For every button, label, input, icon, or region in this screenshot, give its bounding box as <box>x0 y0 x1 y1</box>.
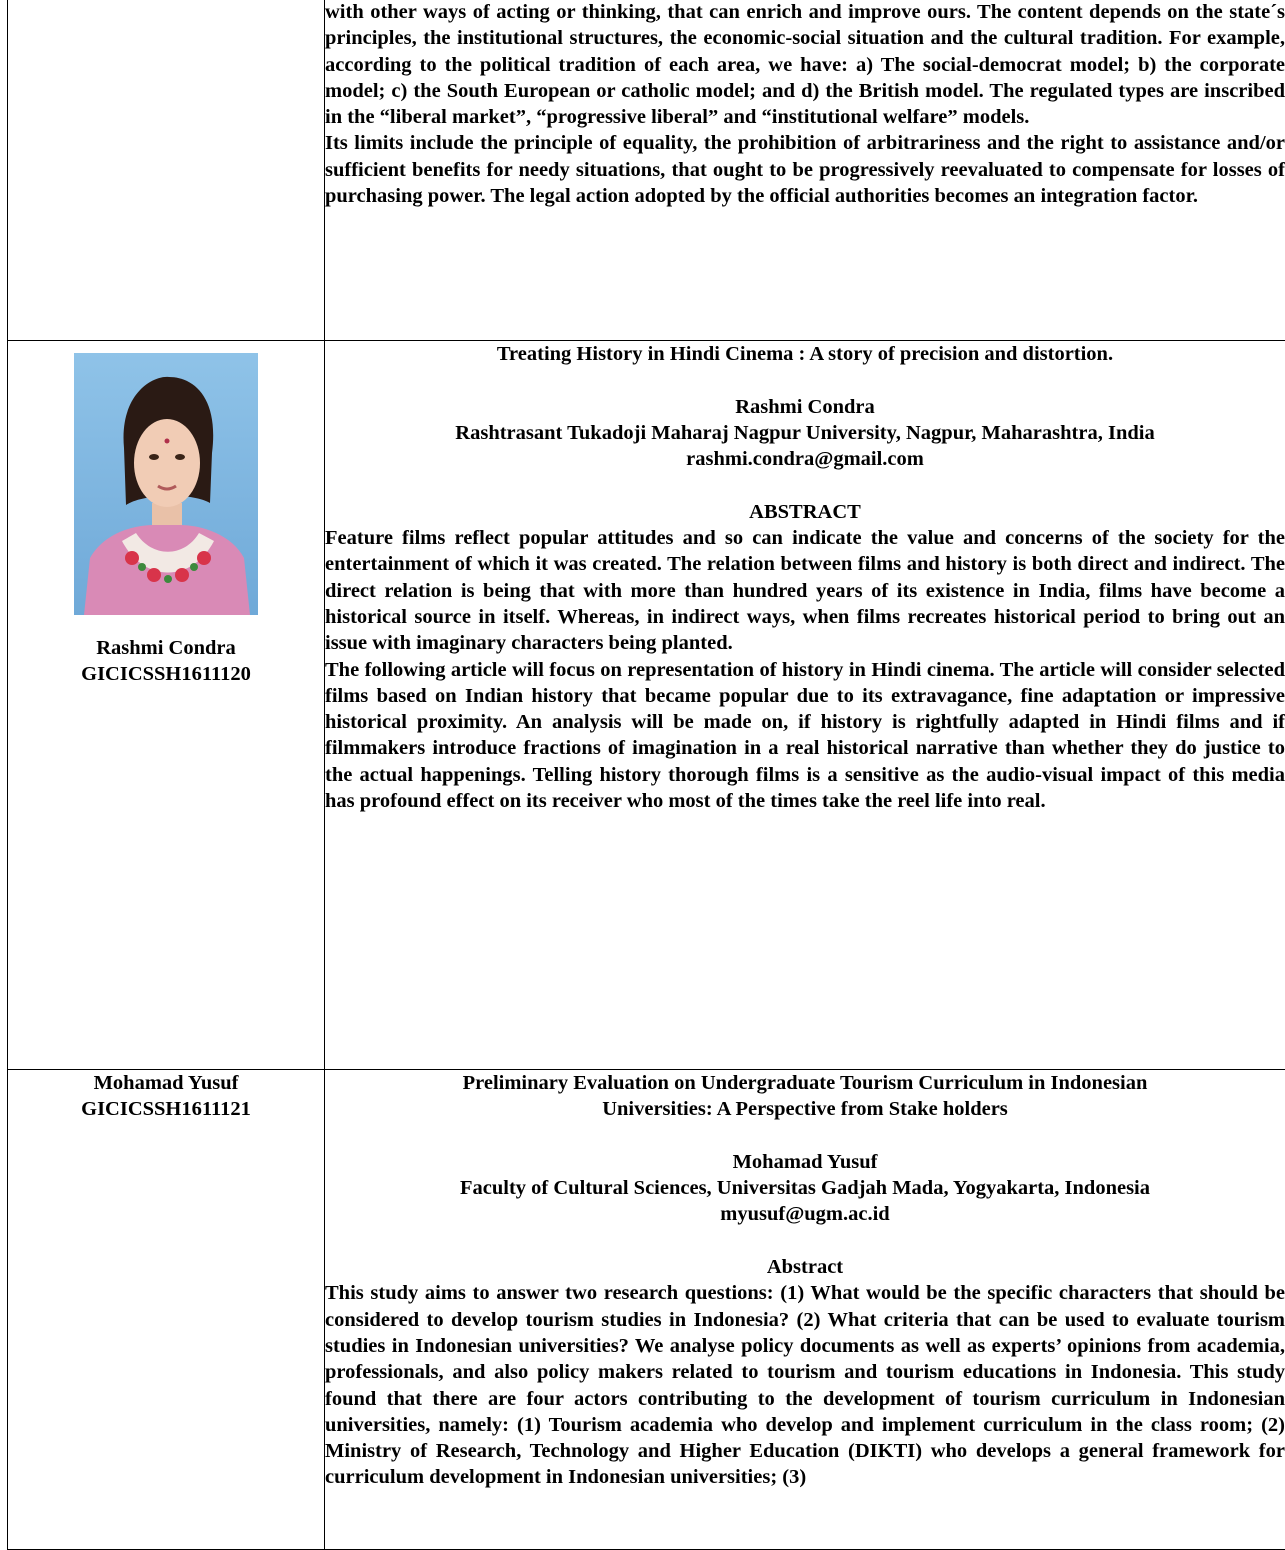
author-cell <box>8 1070 325 1550</box>
paper-email: rashmi.condra@gmail.com <box>325 446 1285 472</box>
abstracts-table <box>7 0 1285 1550</box>
paper-affiliation: Faculty of Cultural Sciences, Universitas Gadjah Mada, Yogyakarta, Indonesia <box>325 1175 1285 1201</box>
paper-title: Universities: A Perspective from Stake holders <box>325 1096 1285 1122</box>
author-name: Rashmi Condra <box>8 635 324 661</box>
abstract-paragraph: Feature films reflect popular attitudes and so can indicate the value and concerns of the society for the entertainment of which it was created. The relation between films and history is both direct and indirect. The direct relation is being that with more than hundred years of its existence in India, films have become a historical source in itself. Whereas, in indirect ways, when films recreates historical period to bring out an issue with imaginary characters being planted. <box>325 525 1285 656</box>
author-name: Mohamad Yusuf <box>8 1070 324 1096</box>
paper-email: myusuf@ugm.ac.id <box>325 1201 1285 1227</box>
abstract-paragraph: Its limits include the principle of equality, the prohibition of arbitrariness and the right to assistance and/or sufficient benefits for needy situations, that ought to be progressively reevaluated to compensate for losses of purchasing power. The legal action adopted by the official authorities becomes an integration factor. <box>325 130 1285 209</box>
abstract-cell <box>325 341 1285 1070</box>
abstract-heading: Abstract <box>325 1254 1285 1280</box>
abstract-paragraph: with other ways of acting or thinking, that can enrich and improve ours. The content depends on the state´s principles, the institutional structures, the economic-social situation and the cultural tradition. For example, according to the political tradition of each area, we have: a) The social-democrat model; b) the corporate model; c) the South European or catholic model; and d) the British model. The regulated types are inscribed in the “liberal market”, “progressive liberal” and “institutional welfare” models. <box>325 0 1285 130</box>
paper-title: Treating History in Hindi Cinema : A story of precision and distortion. <box>325 341 1285 367</box>
paper-title: Preliminary Evaluation on Undergraduate Tourism Curriculum in Indonesian <box>325 1070 1285 1096</box>
abstract-paragraph: The following article will focus on representation of history in Hindi cinema. The article will consider selected films based on Indian history that became popular due to its extravagance, fine adaptation or impressive historical proximity. An analysis will be made on, if history is rightfully adapted in Hindi films and if filmmakers introduce fractions of imagination in a real historical narrative than whether they do justice to the actual happenings. Telling history thorough films is a sensitive as the audio-visual impact of this media has profound effect on its receiver who most of the times take the reel life into real. <box>325 657 1285 815</box>
author-id: GICICSSH1611120 <box>8 661 324 687</box>
author-photo <box>74 353 258 615</box>
author-id: GICICSSH1611121 <box>8 1096 324 1122</box>
table-row <box>8 341 1285 1070</box>
left-cell <box>8 0 325 341</box>
abstract-paragraph: This study aims to answer two research questions: (1) What would be the specific characters that should be considered to develop tourism studies in Indonesia? (2) What criteria that can be used to evaluate tourism studies in Indonesian universities? We analyse policy documents as well as experts’ opinions from academia, professionals, and also policy makers related to tourism and tourism educations in Indonesia. This study found that there are four actors contributing to the development of tourism curriculum in Indonesian universities, namely: (1) Tourism academia who develop and implement curriculum in the class room; (2) Ministry of Research, Technology and Higher Education (DIKTI) who develops a general framework for curriculum development in Indonesian universities; (3) <box>325 1280 1285 1490</box>
abstract-cell <box>325 1070 1285 1550</box>
author-cell <box>8 341 325 1070</box>
paper-affiliation: Rashtrasant Tukadoji Maharaj Nagpur University, Nagpur, Maharashtra, India <box>325 420 1285 446</box>
abstract-continuation-cell <box>325 0 1285 341</box>
abstract-heading: ABSTRACT <box>325 499 1285 525</box>
paper-author: Rashmi Condra <box>325 394 1285 420</box>
table-row <box>8 1070 1285 1550</box>
table-row <box>8 0 1285 341</box>
paper-author: Mohamad Yusuf <box>325 1149 1285 1175</box>
